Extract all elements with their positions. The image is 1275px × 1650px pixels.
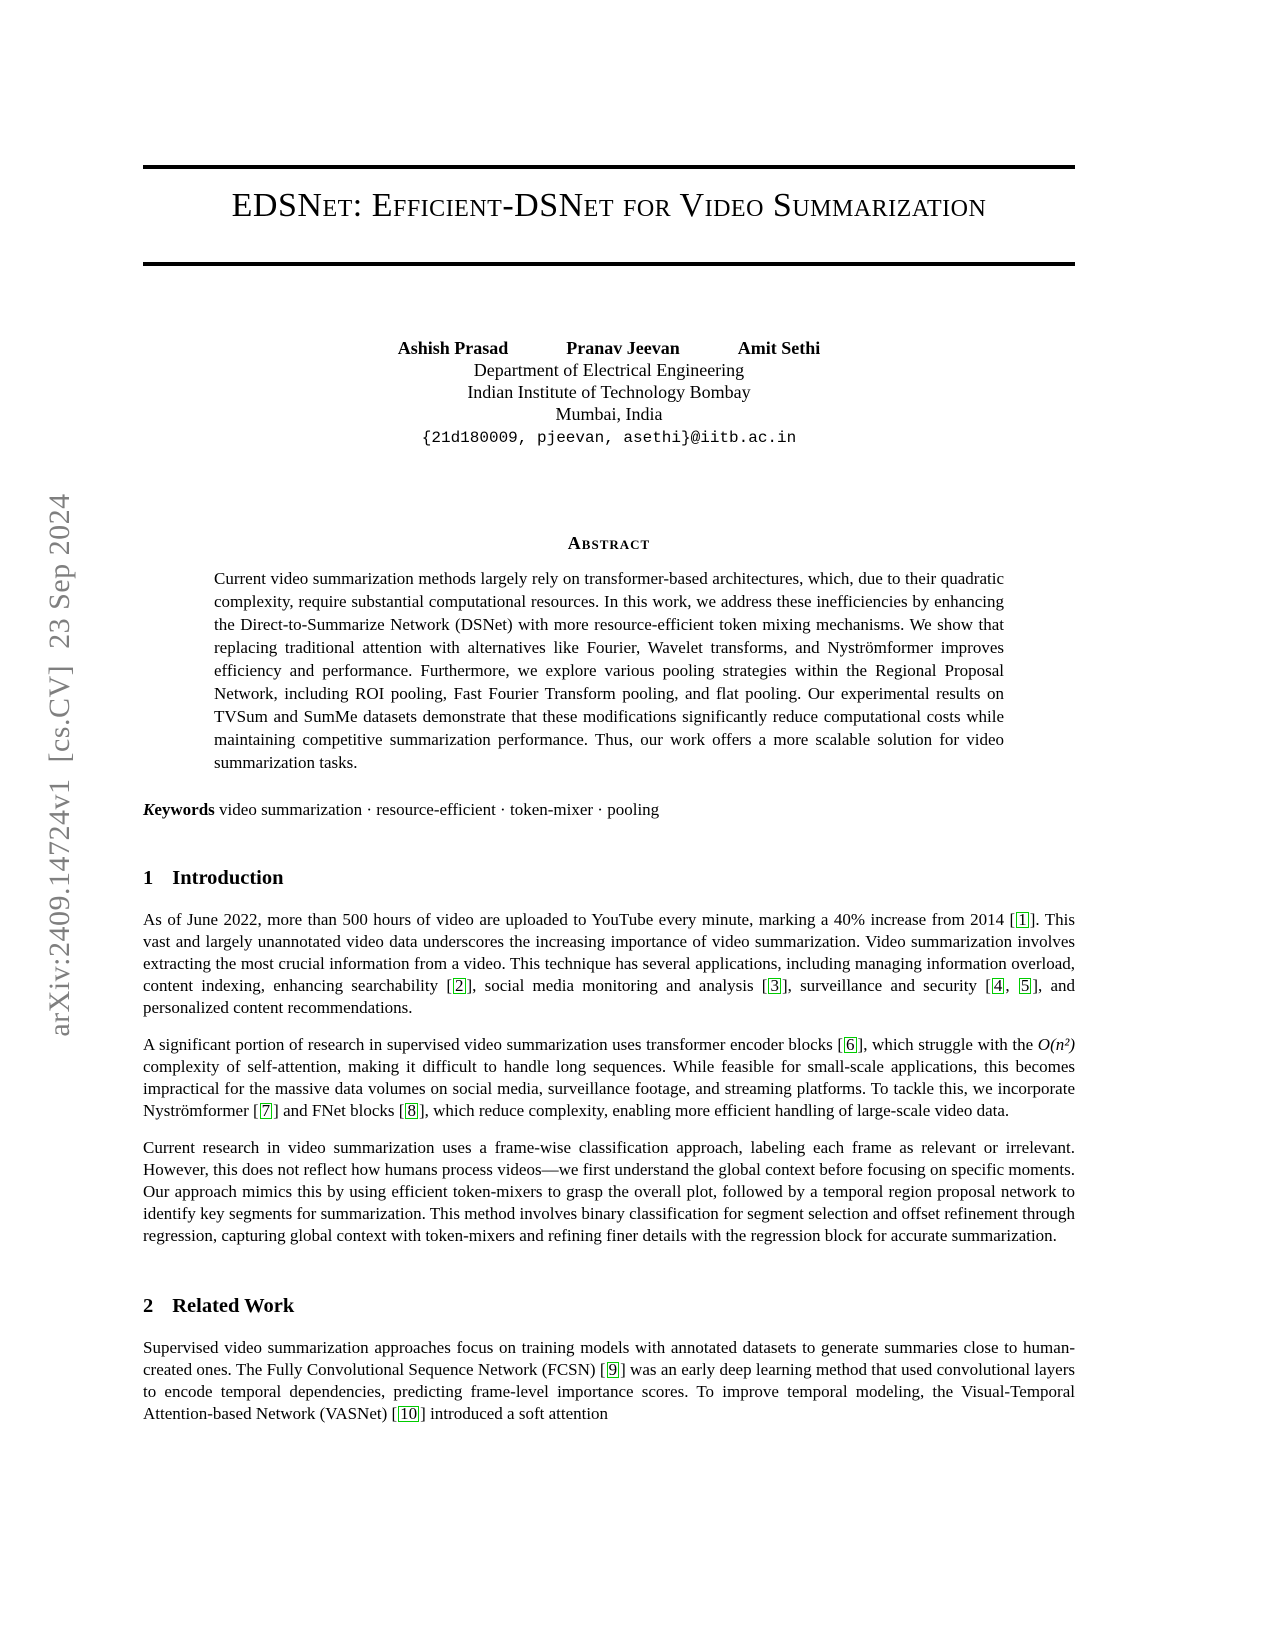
title-rule-bottom bbox=[143, 262, 1075, 266]
citation-link[interactable]: 9 bbox=[608, 1360, 618, 1379]
text-segment: ], surveillance and security [ bbox=[781, 976, 991, 995]
author-names-row bbox=[143, 337, 1075, 359]
section-heading-related-work bbox=[143, 1293, 1075, 1320]
text-segment: K bbox=[143, 800, 155, 819]
paper-content bbox=[143, 0, 1075, 1425]
paragraph bbox=[143, 1034, 1075, 1122]
citation-link[interactable]: 4 bbox=[993, 976, 1003, 995]
text-segment: O(n²) bbox=[1037, 1035, 1075, 1054]
affiliation-line: Mumbai, India bbox=[555, 404, 663, 424]
text-segment: Current research in video summarization uses a frame-wise classification approach, labeling each frame as relevant or irrelevant. However, this does not reflect how humans process videos—we first understand the global context before focusing on specific moments. Our approach mimics this by using efficient token-mixers to grasp the overall plot, followed by a temporal region proposal network to identify key segments for summarization. This method involves binary classification for segment selection and offset refinement through regression, capturing global context with token-mixers and refining finer details with the regression block for accurate summarization. bbox=[143, 1138, 1075, 1245]
section-number: 1 bbox=[143, 867, 154, 889]
arxiv-watermark: arXiv:2409.14724v1 [cs.CV] 23 Sep 2024 bbox=[43, 493, 76, 1037]
text-segment: video summarization · resource-efficient · token-mixer · pooling bbox=[214, 800, 660, 819]
paragraph bbox=[143, 1337, 1075, 1425]
text-segment: ] was an early deep learning method that used convolutional layers to encode temporal dependencies, predicting frame-level importance scores. To improve temporal modeling, the Visual-Temporal Attention-based Network (VASNet) [ bbox=[143, 1360, 1075, 1423]
text-segment: ], social media monitoring and analysis [ bbox=[466, 976, 768, 995]
abstract-text: Current video summarization methods largely rely on transformer-based architectures, which, due to their quadratic complexity, require substantial computational resources. In this work, we address these inefficiencies by enhancing the Direct-to-Summarize Network (DSNet) with more resource-efficient token mixing mechanisms. We show that replacing traditional attention with alternatives like Fourier, Wavelet transforms, and Nyströmformer improves efficiency and performance. Furthermore, we explore various pooling strategies within the Regional Proposal Network, including ROI pooling, Fast Fourier Transform pooling, and flat pooling. Our experimental results on TVSum and SumMe datasets demonstrate that these modifications significantly reduce computational costs while maintaining competitive summarization performance. Thus, our work offers a more scalable solution for video summarization tasks. bbox=[214, 569, 1004, 772]
text-segment: A significant portion of research in supervised video summarization uses transformer encoder blocks [ bbox=[143, 1035, 844, 1054]
keywords-line bbox=[143, 799, 1075, 821]
citation-link[interactable]: 6 bbox=[846, 1035, 855, 1054]
text-segment: As of June 2022, more than 500 hours of video are uploaded to YouTube every minute, marking a 40% increase from 2014 [ bbox=[143, 910, 1016, 929]
citation-link[interactable]: 5 bbox=[1020, 976, 1030, 995]
section-title: Related Work bbox=[172, 1295, 295, 1317]
text-segment: ], which reduce complexity, enabling more efficient handling of large-scale video data. bbox=[418, 1101, 1010, 1120]
abstract-heading: Abstract bbox=[567, 533, 651, 553]
author-name: Pranav Jeevan bbox=[566, 338, 680, 358]
citation-link[interactable]: 3 bbox=[770, 976, 779, 995]
text-segment: eywords bbox=[154, 800, 215, 819]
citation-link[interactable]: 8 bbox=[407, 1101, 416, 1120]
author-emails: {21d180009, pjeevan, asethi}@iitb.ac.in bbox=[421, 429, 797, 447]
text-segment: Supervised video summarization approaches focus on training models with annotated datasets to generate summaries close to human-created ones. The Fully Convolutional Sequence Network (FCSN) [ bbox=[143, 1338, 1075, 1379]
text-segment: , bbox=[1005, 976, 1018, 995]
section-title: Introduction bbox=[172, 867, 284, 889]
citation-link[interactable]: 10 bbox=[400, 1404, 418, 1423]
text-segment: complexity of self-attention, making it difficult to handle long sequences. While feasible for small-scale applications, this becomes impractical for the massive data volumes on social media, surveillance footage, and streaming platforms. To tackle this, we incorporate Nyströmformer [ bbox=[143, 1057, 1075, 1120]
text-segment: ] and FNet blocks [ bbox=[273, 1101, 405, 1120]
text-segment: ]. This vast and largely unannotated video data underscores the increasing importance of video summarization. Video summarization involves extracting the most crucial information from a video. This technique has several applications, including managing information overload, content indexing, enhancing searchability [ bbox=[143, 910, 1075, 995]
text-segment: ] introduced a soft attention bbox=[420, 1404, 609, 1423]
affiliation-line: Department of Electrical Engineering bbox=[473, 360, 745, 380]
paper-title: EDSNet: Efficient-DSNet for Video Summarization bbox=[231, 187, 987, 224]
citation-link[interactable]: 2 bbox=[455, 976, 464, 995]
citation-link[interactable]: 7 bbox=[261, 1101, 271, 1120]
citation-link[interactable]: 1 bbox=[1018, 910, 1027, 929]
paragraph bbox=[143, 1137, 1075, 1247]
text-segment: ], which struggle with the bbox=[857, 1035, 1038, 1054]
paragraph bbox=[143, 909, 1075, 1019]
affiliation-block bbox=[143, 359, 1075, 425]
author-name: Amit Sethi bbox=[737, 338, 821, 358]
text-segment: ], and personalized content recommendations. bbox=[143, 976, 1075, 1017]
author-name: Ashish Prasad bbox=[397, 338, 509, 358]
affiliation-line: Indian Institute of Technology Bombay bbox=[467, 382, 751, 402]
section-number: 2 bbox=[143, 1295, 154, 1317]
section-heading-introduction bbox=[143, 865, 1075, 892]
title-rule-top bbox=[143, 165, 1075, 169]
